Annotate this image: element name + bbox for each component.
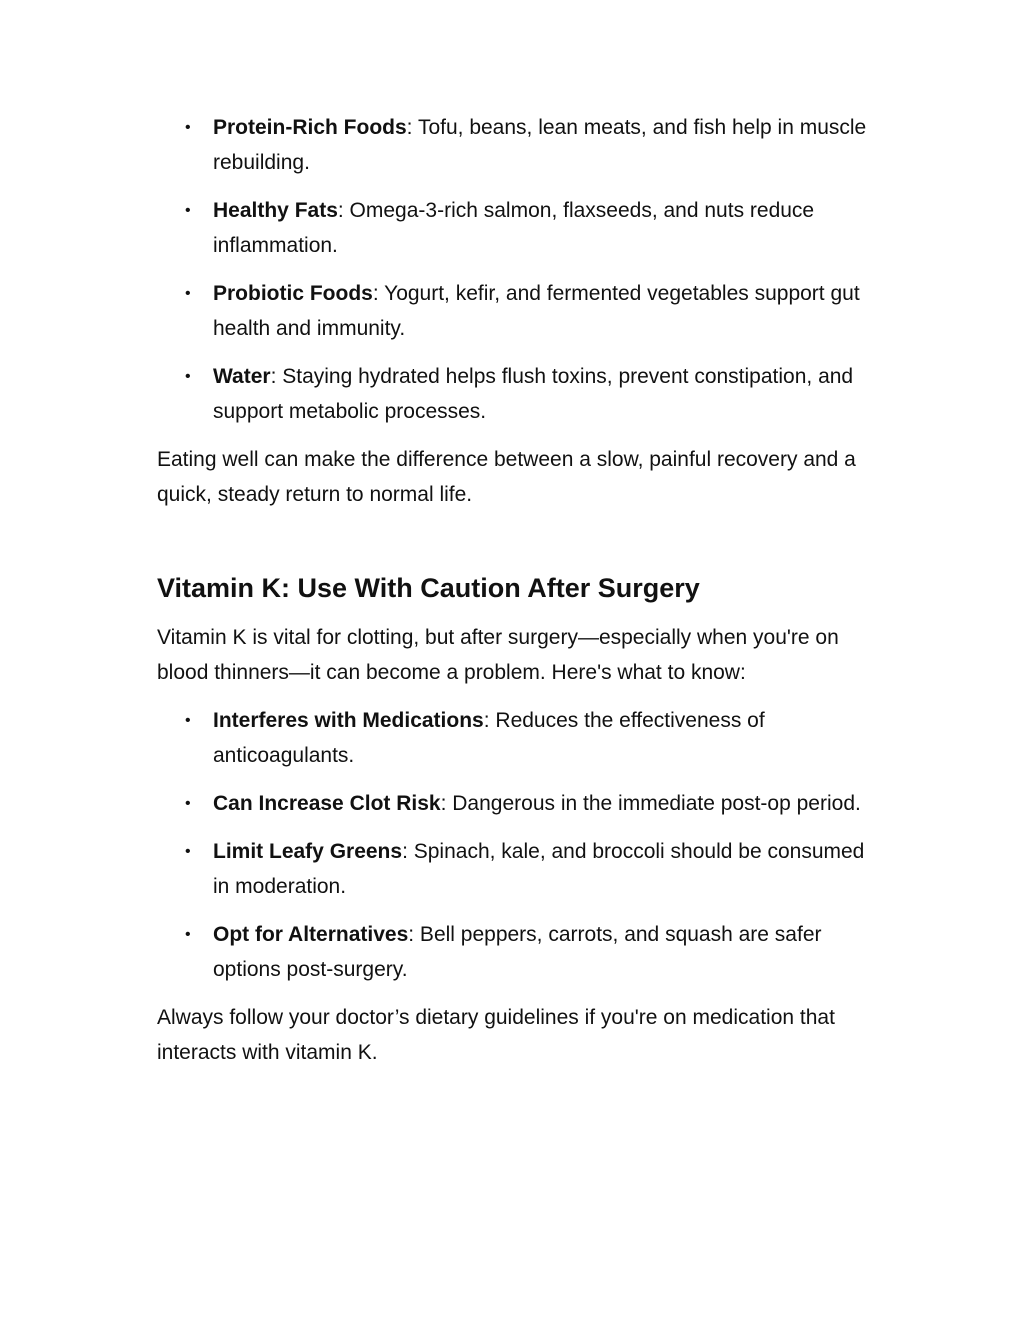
list-item-term: Protein-Rich Foods (213, 116, 407, 139)
list-item (157, 834, 877, 904)
bullet-icon: • (185, 368, 191, 385)
list-item (157, 703, 877, 773)
document-page (157, 110, 877, 1070)
list-item (157, 276, 877, 346)
bullet-icon: • (185, 795, 191, 812)
section-heading: Vitamin K: Use With Caution After Surgery (157, 573, 700, 603)
list-item-desc: : Bell peppers, carrots, and squash are safer options post-surgery. (213, 923, 822, 981)
closing-paragraph: Always follow your doctor’s dietary guidelines if you're on medication that interacts with vitamin K. (157, 1006, 835, 1064)
bullet-icon: • (185, 202, 191, 219)
summary-paragraph: Eating well can make the difference between a slow, painful recovery and a quick, steady return to normal life. (157, 448, 856, 506)
bullet-icon: • (185, 285, 191, 302)
food-list (157, 110, 877, 429)
list-item-term: Can Increase Clot Risk (213, 792, 441, 815)
list-item-desc: : Spinach, kale, and broccoli should be consumed in moderation. (213, 840, 865, 898)
list-item-term: Water (213, 365, 271, 388)
list-item-desc: : Omega-3-rich salmon, flaxseeds, and nuts reduce inflammation. (213, 199, 815, 257)
list-item-desc: : Staying hydrated helps flush toxins, prevent constipation, and support metabolic processes. (213, 365, 854, 423)
bullet-icon: • (185, 119, 191, 136)
list-item (157, 917, 877, 987)
list-item-term: Probiotic Foods (213, 282, 373, 305)
list-item-desc: : Reduces the effectiveness of anticoagulants. (213, 709, 765, 767)
bullet-icon: • (185, 926, 191, 943)
list-item-desc: : Tofu, beans, lean meats, and fish help in muscle rebuilding. (213, 116, 867, 174)
intro-paragraph: Vitamin K is vital for clotting, but after surgery—especially when you're on blood thinners—it can become a problem. Here's what to know: (157, 626, 839, 684)
list-item-term: Interferes with Medications (213, 709, 484, 732)
list-item-desc: : Yogurt, kefir, and fermented vegetables support gut health and immunity. (213, 282, 860, 340)
list-item-term: Opt for Alternatives (213, 923, 409, 946)
list-item-desc: : Dangerous in the immediate post-op period. (440, 792, 861, 815)
list-item (157, 786, 877, 821)
bullet-icon: • (185, 843, 191, 860)
list-item-term: Healthy Fats (213, 199, 338, 222)
list-item (157, 193, 877, 263)
list-item (157, 110, 877, 180)
bullet-icon: • (185, 712, 191, 729)
vitamin-k-list (157, 703, 877, 987)
list-item (157, 359, 877, 429)
list-item-term: Limit Leafy Greens (213, 840, 403, 863)
